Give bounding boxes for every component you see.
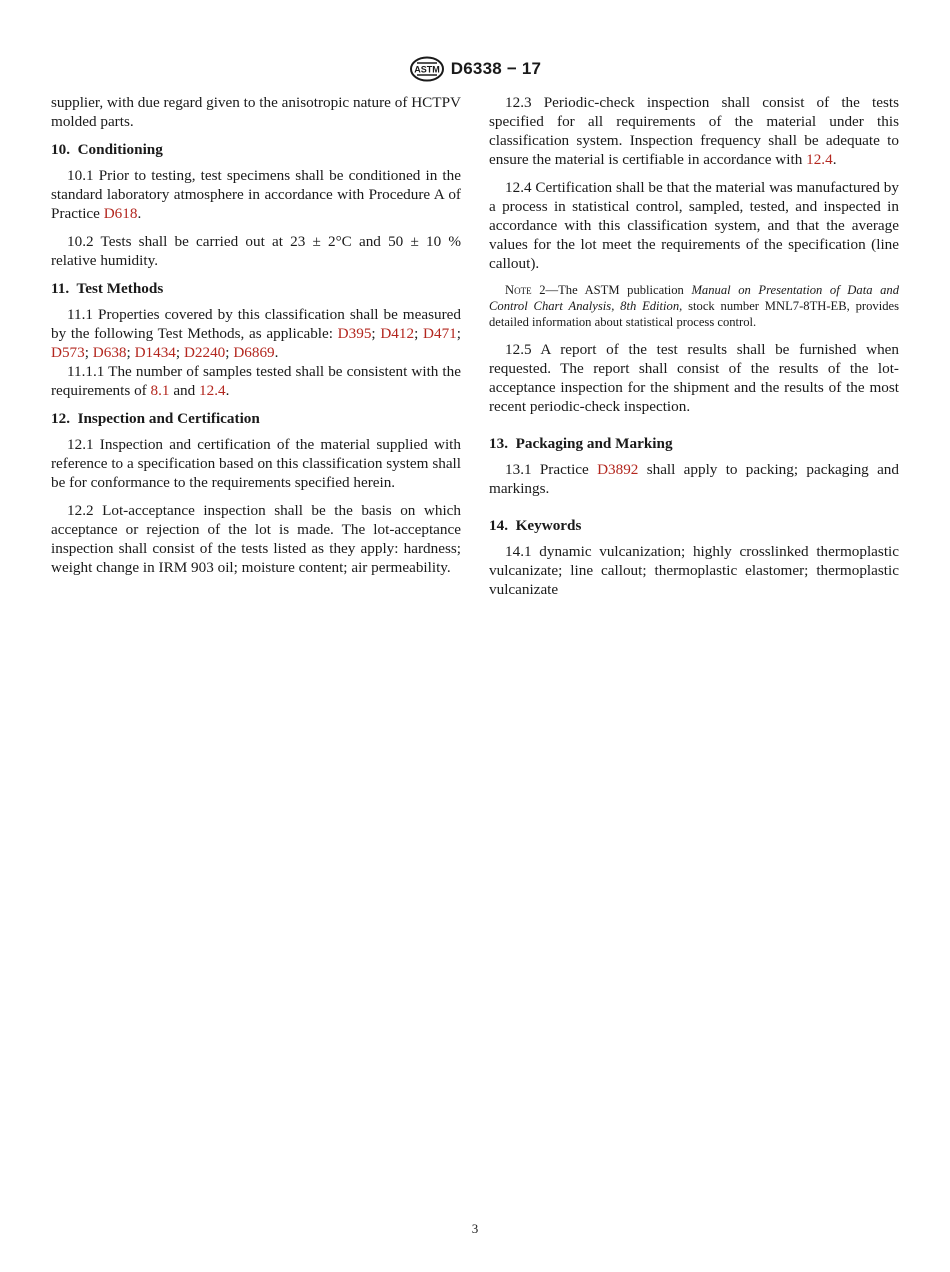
paragraph-11-1-1: 11.1.1 The number of samples tested shall be consistent with the requirements of 8.1 and 12.4. [51, 363, 461, 399]
section-12-heading: 12. Inspection and Certification [51, 410, 260, 427]
link-12-4-b[interactable]: 12.4 [806, 151, 833, 168]
link-d618[interactable]: D618 [103, 205, 138, 222]
section-11-heading: 11. Test Methods [51, 280, 164, 297]
paragraph-12-1: 12.1 Inspection and certification of the material supplied with reference to a specification based on this classification system shall be for conformance to the requirements specified herein. [51, 436, 461, 491]
paragraph-12-5: 12.5 A report of the test results shall be furnished when requested. The report shall consist of the results of the lot-acceptance inspection for the shipment and the results of the most recent periodic-check inspection. [489, 341, 899, 415]
link-d471[interactable]: D471 [423, 325, 457, 342]
link-d1434[interactable]: D1434 [134, 344, 176, 361]
section-14-heading: 14. Keywords [489, 517, 582, 534]
link-d638[interactable]: D638 [92, 344, 127, 361]
link-d395[interactable]: D395 [337, 325, 372, 342]
paragraph-13-1: 13.1 Practice D3892 shall apply to packing; packaging and markings. [489, 461, 899, 497]
paragraph-11-1: 11.1 Properties covered by this classification shall be measured by the following Test Methods, as applicable: D395; D412; D471; D573; D638; D1434; D2240; D6869. [51, 306, 461, 361]
paragraph-10-1: 10.1 Prior to testing, test specimens shall be conditioned in the standard laboratory atmosphere in accordance with Procedure A of Practice D618. [51, 167, 461, 222]
paragraph-14-1: 14.1 dynamic vulcanization; highly crosslinked thermoplastic vulcanizate; line callout; thermoplastic elastomer; thermoplastic vulcanizate [489, 543, 899, 598]
page-header [0, 56, 950, 82]
section-10-heading: 10. Conditioning [51, 141, 163, 158]
astm-logo-icon [409, 56, 445, 82]
left-column [51, 93, 461, 586]
link-d2240[interactable]: D2240 [183, 344, 226, 361]
link-d6869[interactable]: D6869 [233, 344, 275, 361]
standard-designation: D6338 − 17 [450, 59, 542, 78]
link-d573[interactable]: D573 [51, 344, 85, 361]
link-d412[interactable]: D412 [380, 325, 415, 342]
svg-text:ASTM: ASTM [414, 64, 440, 75]
paragraph-12-3: 12.3 Periodic-check inspection shall consist of the tests specified for all requirements of the material under this classification system. Inspection frequency shall be adequate to ensure the material is certifiable in accordance with 12.4. [489, 94, 899, 168]
link-12-4[interactable]: 12.4 [199, 382, 226, 399]
note-2: Note 2—The ASTM publication Manual on Presentation of Data and Control Chart Analysis, 8th Edition, stock number MNL7-8TH-EB, provides detailed information about statistical process control. [489, 283, 899, 329]
paragraph-10-2: 10.2 Tests shall be carried out at 23 ± 2°C and 50 ± 10 % relative humidity. [51, 233, 461, 269]
right-column [489, 93, 899, 608]
link-8-1[interactable]: 8.1 [150, 382, 170, 399]
paragraph-12-2: 12.2 Lot-acceptance inspection shall be the basis on which acceptance or rejection of the lot is made. The lot-acceptance inspection shall consist of the tests listed as they apply: hardness; weight change in IRM 903 oil; moisture content; air permeability. [51, 502, 461, 576]
paragraph-12-4: 12.4 Certification shall be that the material was manufactured by a process in statistical control, sampled, tested, and inspected in accordance with this classification system, and that the average values for the lot meet the requirements of the specification (line callout). [489, 179, 899, 272]
section-13-heading: 13. Packaging and Marking [489, 435, 673, 452]
paragraph-continued: supplier, with due regard given to the anisotropic nature of HCTPV molded parts. [51, 94, 461, 130]
link-d3892[interactable]: D3892 [597, 461, 639, 478]
page-number: 3 [471, 1221, 479, 1236]
